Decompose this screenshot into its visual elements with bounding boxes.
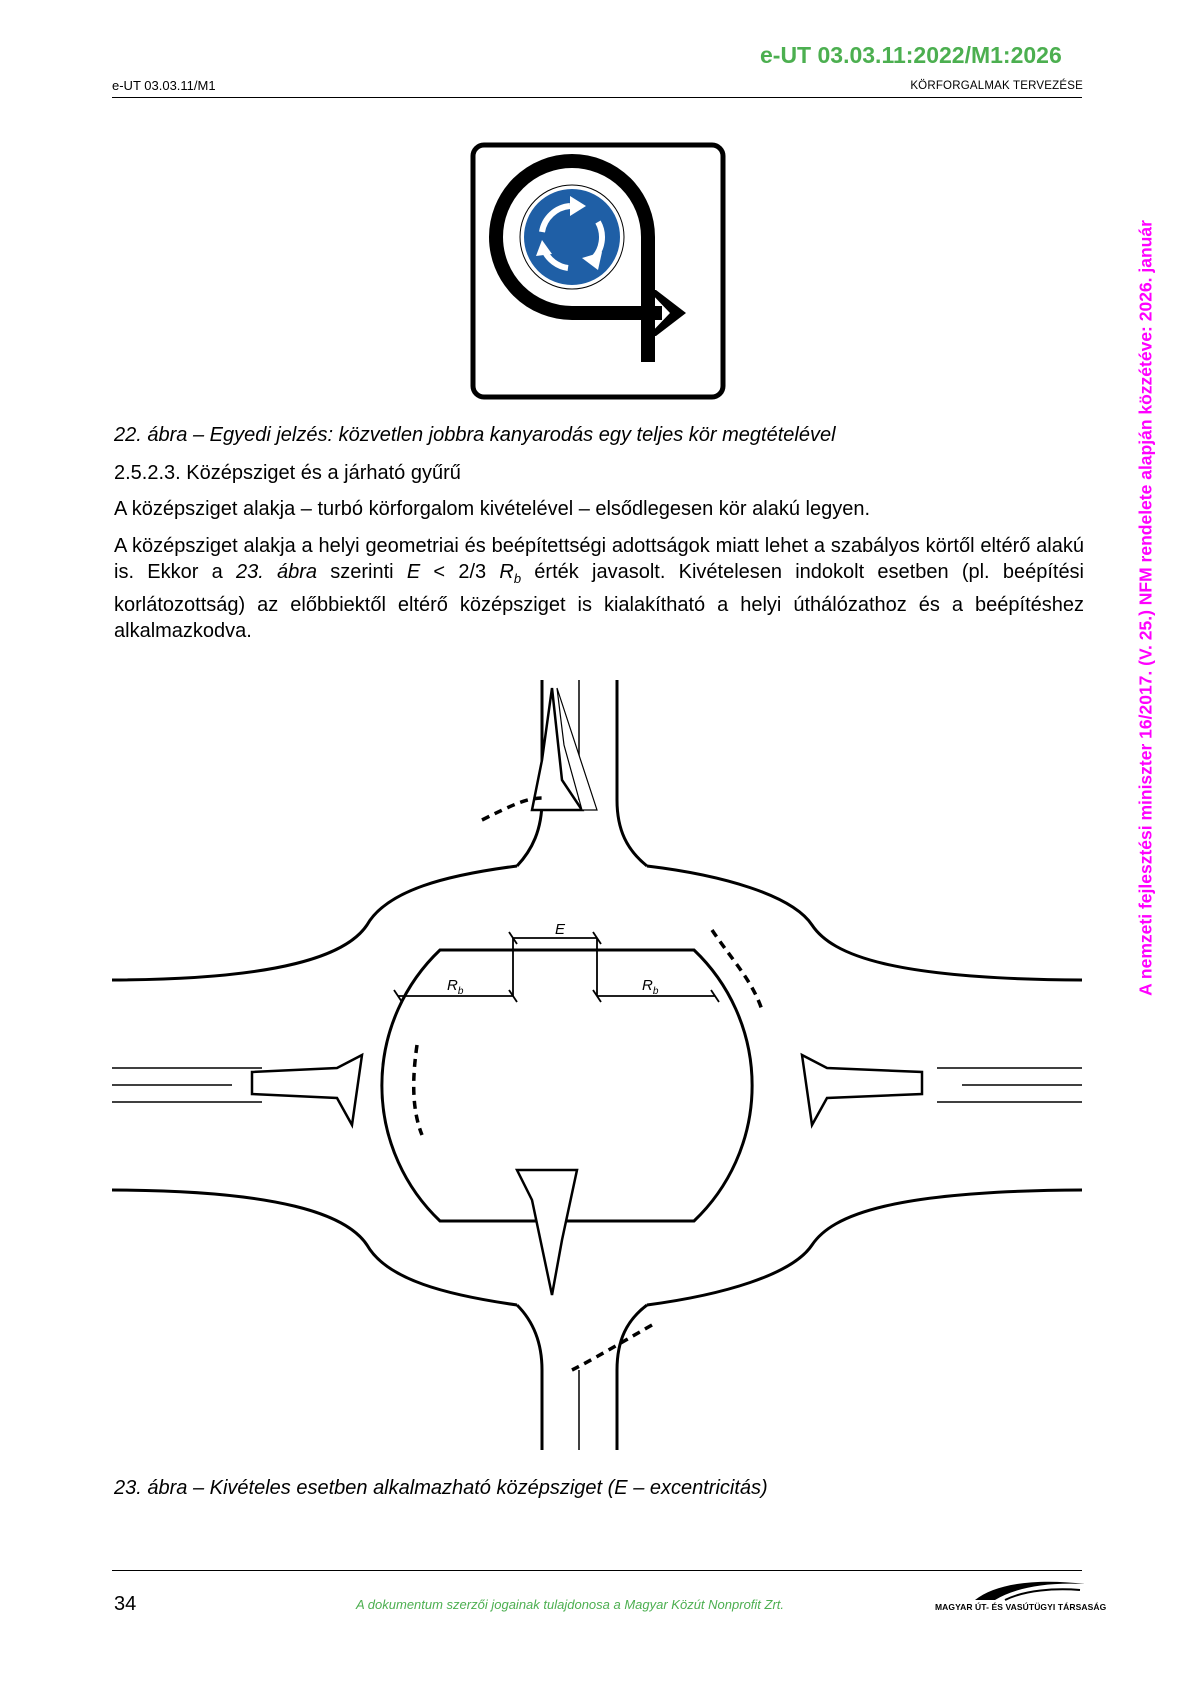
- section-heading: 2.5.2.3. Középsziget és a járható gyűrű: [114, 462, 461, 484]
- page-number: 34: [114, 1593, 137, 1615]
- footer-rule: [112, 1570, 1082, 1571]
- copyright-notice: A dokumentum szerzői jogainak tulajdonosa a Magyar Közút Nonprofit Zrt.: [356, 1597, 785, 1612]
- society-logo: [935, 1578, 1107, 1618]
- figure-22-caption: 22. ábra – Egyedi jelzés: közvetlen jobbra kanyarodás egy teljes kör megtételével: [114, 424, 836, 446]
- header-rule: [112, 97, 1082, 98]
- label-e: E: [555, 921, 566, 938]
- roundabout-sign-figure: [470, 142, 726, 400]
- side-note-text: A nemzeti fejlesztési miniszter 16/2017. (V. 25.) NFM rendelete alapján közzétéve: 2026. január: [1135, 220, 1156, 996]
- header-chapter-title: KÖRFORGALMAK TERVEZÉSE: [910, 80, 1083, 92]
- label-rb-left: $R_b$: [447, 977, 464, 997]
- paragraph-1: A középsziget alakja – turbó körforgalom kivételével – elsődlegesen kör alakú legyen.: [114, 498, 870, 520]
- label-rb-right: $R_b$: [642, 977, 659, 997]
- header-doc-id: e-UT 03.03.11/M1: [112, 78, 216, 93]
- figure-23-caption: 23. ábra – Kivételes esetben alkalmazható középsziget (E – excentricitás): [114, 1477, 768, 1499]
- publication-side-note: [1131, 158, 1161, 1058]
- paragraph-2: A középsziget alakja a helyi geometriai és beépítettségi adottságok miatt lehet a szabályos körtől eltérő alakú is. Ekkor a 23. ábra szerinti E < 2/3 $R_b$ érték javasolt. Kivételesen indokolt esetben (pl. beépítési korlátozottság) az előbbiektől eltérő középsziget is kialakítható a helyi úthálózathoz és a beépítéshez alkalmazkodva.: [114, 535, 1085, 642]
- roundabout-plan-figure: [112, 680, 1082, 1450]
- figure-reference: 23. ábra: [235, 561, 318, 583]
- logo-text: MAGYAR ÚT- ÉS VASÚTÜGYI TÁRSASÁG: [935, 1602, 1107, 1612]
- document-code-title: e-UT 03.03.11:2022/M1:2026: [760, 42, 1062, 68]
- swoosh-logo-icon: [935, 1578, 1095, 1602]
